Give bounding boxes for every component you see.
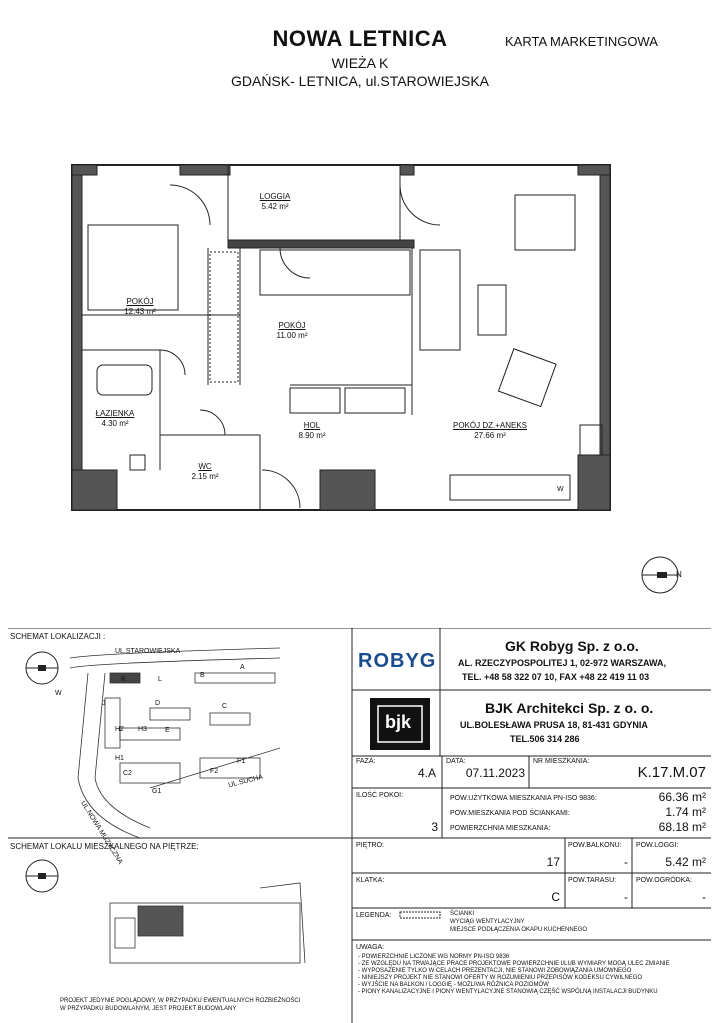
room-pokoj-dzienny: POKÓJ DZ.+ANEKS 27.66 m²	[452, 421, 528, 440]
building-label: H1	[115, 755, 124, 762]
nr-label: NR MIESZKANIA:	[533, 758, 590, 765]
room-pokoj-1: POKÓJ 12.43 m²	[124, 297, 156, 316]
ogrodek-value: -	[702, 890, 706, 904]
loggia-value: 5.42 m²	[665, 855, 706, 869]
building-label: F1	[237, 758, 246, 765]
floor-plan	[0, 140, 719, 610]
compass-w-loc: W	[55, 690, 62, 697]
card-type: KARTA MARKETINGOWA	[505, 34, 658, 49]
note-1: - POWIERZCHNIE LICZONE WG NORMY PN-ISO 9836	[358, 954, 510, 960]
note-5: - WYJŚCIE NA BALKON / LOGGIĘ - MOŻLIWA RÓŻNICA POZIOMÓW	[358, 982, 549, 988]
address: GDAŃSK- LETNICA, ul.STAROWIEJSKA	[230, 73, 489, 89]
bjk-company: BJK Architekci Sp. z o. o.	[485, 700, 654, 716]
room-lazienka: ŁAZIENKA 4.30 m²	[95, 409, 135, 428]
room-pokoj-2: POKÓJ 11.00 m²	[276, 321, 308, 340]
taras-value: -	[624, 890, 628, 904]
room-wc: WC 2.15 m²	[191, 462, 219, 481]
legenda-label: LEGENDA:	[356, 912, 392, 919]
building-label: L	[158, 676, 162, 683]
legend-1: ŚCIANKI	[450, 911, 475, 917]
compass-w-label: W	[557, 486, 564, 493]
faza-value: 4.A	[417, 766, 436, 780]
balkon-value: -	[624, 855, 628, 869]
pow-uz-value: 66.36 m²	[658, 790, 706, 804]
building-label: J	[102, 700, 106, 707]
faza-label: FAZA:	[356, 758, 376, 765]
nr-value: K.17.M.07	[637, 764, 706, 781]
street-starowiejska: UL.STAROWIEJSKA	[115, 648, 181, 655]
pow-sc-value: 1.74 m²	[665, 805, 706, 819]
project-title: NOWA LETNICA	[272, 26, 448, 51]
uwaga-label: UWAGA:	[356, 944, 385, 951]
bjk-phone: TEL.506 314 286	[510, 734, 580, 744]
legend-3: MIEJSCE PODŁĄCZENIA OKAPU KUCHENNEGO	[450, 927, 588, 933]
room-loggia: LOGGIA 5.42 m²	[259, 192, 291, 211]
bjk-address: UL.BOLESŁAWA PRUSA 18, 81-431 GDYNIA	[460, 720, 648, 730]
legend-2: WYCIĄG WENTYLACYJNY	[450, 919, 525, 925]
bjk-logo: bjk	[385, 712, 412, 732]
building-label: C2	[123, 770, 132, 777]
pietro-label: PIĘTRO:	[356, 842, 385, 849]
pow-sc-label: POW.MIESZKANIA POD ŚCIANKAMI:	[450, 810, 570, 817]
note-6: - PIONY KANALIZACYJNE I PIONY WENTYLACYJNE STANOWIĄ CZĘŚĆ WSPÓLNĄ INSTALACJI BUDYNKU	[358, 989, 658, 995]
building-label: K	[121, 676, 126, 683]
building-label: F2	[210, 768, 219, 775]
robyg-company: GK Robyg Sp. z o.o.	[505, 638, 639, 654]
building-label: G1	[152, 788, 162, 795]
floor-schema-title: SCHEMAT LOKALU MIESZKALNEGO NA PIĘTRZE:	[10, 842, 199, 851]
compass-n-label: N	[676, 570, 682, 579]
street-sucha: UL.SUCHA	[227, 773, 264, 790]
klatka-value: C	[551, 890, 560, 904]
street-nowa-muzyczna: UL.NOWA MUZYCZNA	[79, 800, 124, 866]
footnote-2: W PRZYPADKU BUDOWLANYM, JEST PROJEKT BUDOWLANY	[60, 1006, 237, 1012]
building-label: E	[165, 727, 170, 734]
footnote-1: PROJEKT JEDYNIE POGLĄDOWY, W PRZYPADKU EWENTUALNYCH ROZBIEŻNOŚCI	[60, 998, 301, 1004]
note-4: - NINIEJSZY PROJEKT NIE STANOWI OFERTY W ROZUMIENIU PRZEPISÓW KODEKSU CYWILNEGO	[358, 975, 643, 981]
building-label: C	[222, 703, 228, 710]
data-label: DATA:	[446, 758, 466, 765]
robyg-address: AL. RZECZYPOSPOLITEJ 1, 02-972 WARSZAWA,	[458, 658, 667, 668]
compass-icon	[642, 557, 678, 593]
building-label: H2	[115, 726, 124, 733]
building-label: H3	[138, 726, 147, 733]
pietro-value: 17	[546, 855, 560, 869]
ogrodek-label: POW.OGRÓDKA:	[636, 877, 693, 884]
pow-m-label: POWIERZCHNIA MIESZKANIA:	[450, 825, 551, 832]
tower-subtitle: WIEŻA K	[331, 55, 389, 71]
robyg-logo: ROBYG	[358, 650, 437, 672]
location-title: SCHEMAT LOKALIZACJI :	[10, 632, 106, 641]
pow-m-value: 68.18 m²	[658, 820, 706, 834]
note-2: - ZE WZGLĘDU NA TRWAJĄCE PRACE PROJEKTOWE POWIERZCHNIE I/LUB WYMIARY MOGĄ ULEC ZMIANIE	[358, 961, 670, 967]
loggia-label: POW.LOGGI:	[636, 842, 679, 849]
building-label: A	[240, 664, 245, 671]
note-3: - WYPOSAŻENIE TYLKO W CELACH PREZENTACJI, NIE STANOWI ZOBOWIĄZANIA UMOWNEGO	[358, 968, 632, 974]
robyg-phone: TEL. +48 58 322 07 10, FAX +48 22 419 11 03	[462, 672, 650, 682]
balkon-label: POW.BALKONU:	[568, 842, 622, 849]
notes-list	[358, 954, 708, 996]
pow-uz-label: POW.UŻYTKOWA MIESZKANIA PN-ISO 9836:	[450, 795, 597, 802]
klatka-label: KLATKA:	[356, 877, 385, 884]
building-label: D	[155, 700, 161, 707]
pokoje-value: 3	[431, 820, 438, 834]
building-label: B	[200, 672, 205, 679]
pokoje-label: ILOŚĆ POKOI:	[356, 792, 404, 799]
data-value: 07.11.2023	[465, 766, 525, 780]
room-hol: HOL 8.90 m²	[298, 421, 326, 440]
taras-label: POW.TARASU:	[568, 877, 617, 884]
